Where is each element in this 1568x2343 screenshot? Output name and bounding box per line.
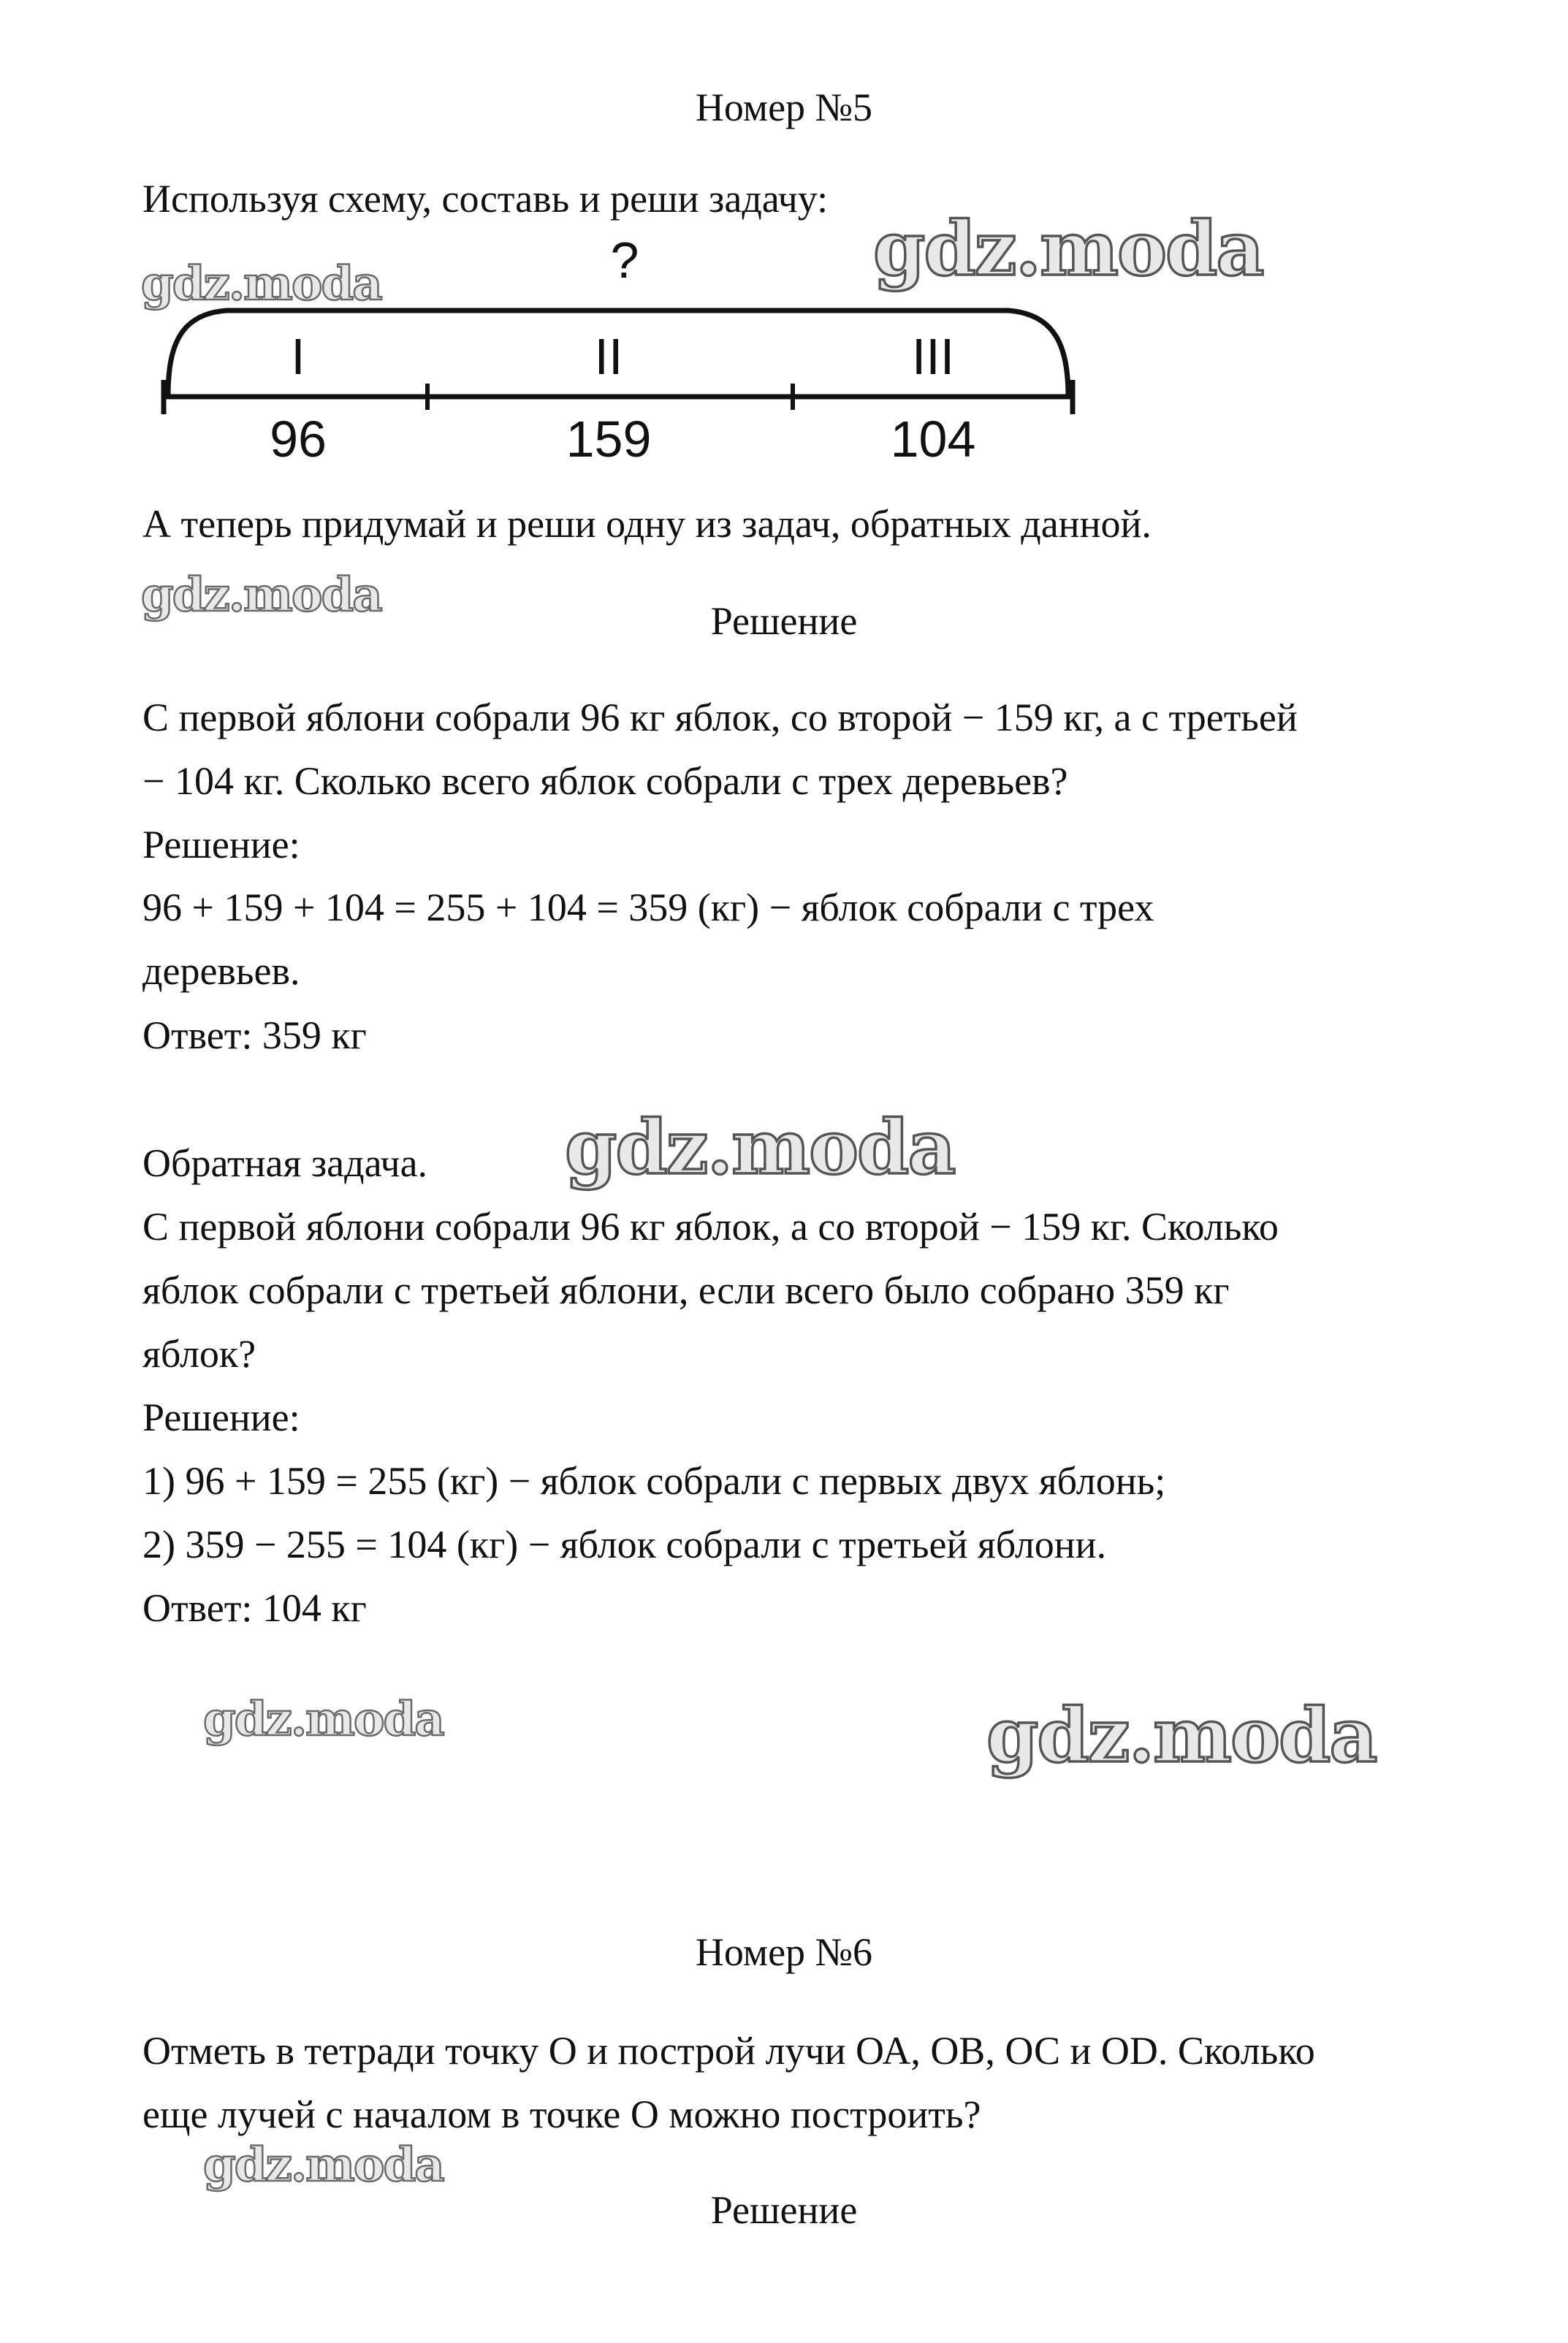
watermark: gdz.moda bbox=[203, 1692, 444, 1747]
task6-solution-heading: Решение bbox=[710, 2188, 858, 2232]
solution-label: Решение: bbox=[142, 823, 300, 866]
scheme-total-label: ? bbox=[610, 237, 639, 289]
problem-line: С первой яблони собрали 96 кг яблок, со второй − 159 кг, а с третьей bbox=[142, 696, 1298, 739]
watermark: gdz.moda bbox=[141, 256, 381, 311]
task5-prompt2: А теперь придумай и реши одну из задач, обратных данной. bbox=[142, 502, 1152, 546]
inverse-problem-line: яблок собрали с третьей яблони, если всего было собрано 359 кг bbox=[142, 1268, 1230, 1312]
problem-line: − 104 кг. Сколько всего яблок собрали с трех деревьев? bbox=[142, 759, 1068, 803]
task5-prompt: Используя схему, составь и реши задачу: bbox=[142, 177, 829, 221]
task6-prompt-line: Отметь в тетради точку О и построй лучи ОА, ОВ, ОС и OD. Сколько bbox=[142, 2029, 1315, 2073]
inverse-solution-label: Решение: bbox=[142, 1395, 300, 1439]
watermark: gdz.moda bbox=[565, 1104, 955, 1192]
watermark: gdz.moda bbox=[203, 2138, 444, 2192]
scheme-part-label-2: II bbox=[594, 328, 623, 385]
task5-solution-heading: Решение bbox=[710, 599, 858, 643]
scheme-part-value-1: 96 bbox=[270, 411, 327, 468]
inverse-problem-line: С первой яблони собрали 96 кг яблок, а со второй − 159 кг. Сколько bbox=[142, 1205, 1279, 1249]
calc-line: деревьев. bbox=[142, 949, 300, 993]
answer: Ответ: 359 кг bbox=[142, 1013, 367, 1057]
scheme-part-label-1: I bbox=[291, 328, 305, 385]
watermark: gdz.moda bbox=[141, 568, 381, 622]
task6-heading: Номер №6 bbox=[695, 1930, 873, 1974]
watermark: gdz.moda bbox=[873, 205, 1263, 293]
segment-scheme bbox=[146, 237, 1096, 479]
scheme-part-value-2: 159 bbox=[566, 411, 652, 468]
task6-prompt-line: еще лучей с началом в точке О можно построить? bbox=[142, 2092, 981, 2136]
inverse-answer: Ответ: 104 кг bbox=[142, 1586, 367, 1630]
task5-heading: Номер №5 bbox=[695, 85, 873, 129]
scheme-part-value-3: 104 bbox=[890, 411, 976, 468]
inverse-step: 1) 96 + 159 = 255 (кг) − яблок собрали с первых двух яблонь; bbox=[142, 1459, 1166, 1503]
inverse-problem-line: яблок? bbox=[142, 1332, 256, 1376]
scheme-part-label-3: III bbox=[911, 328, 955, 385]
watermark: gdz.moda bbox=[986, 1692, 1377, 1780]
calc-line: 96 + 159 + 104 = 255 + 104 = 359 (кг) − яблок собрали с трех bbox=[142, 885, 1154, 929]
inverse-step: 2) 359 − 255 = 104 (кг) − яблок собрали с третьей яблони. bbox=[142, 1523, 1107, 1566]
inverse-title: Обратная задача. bbox=[142, 1141, 428, 1185]
